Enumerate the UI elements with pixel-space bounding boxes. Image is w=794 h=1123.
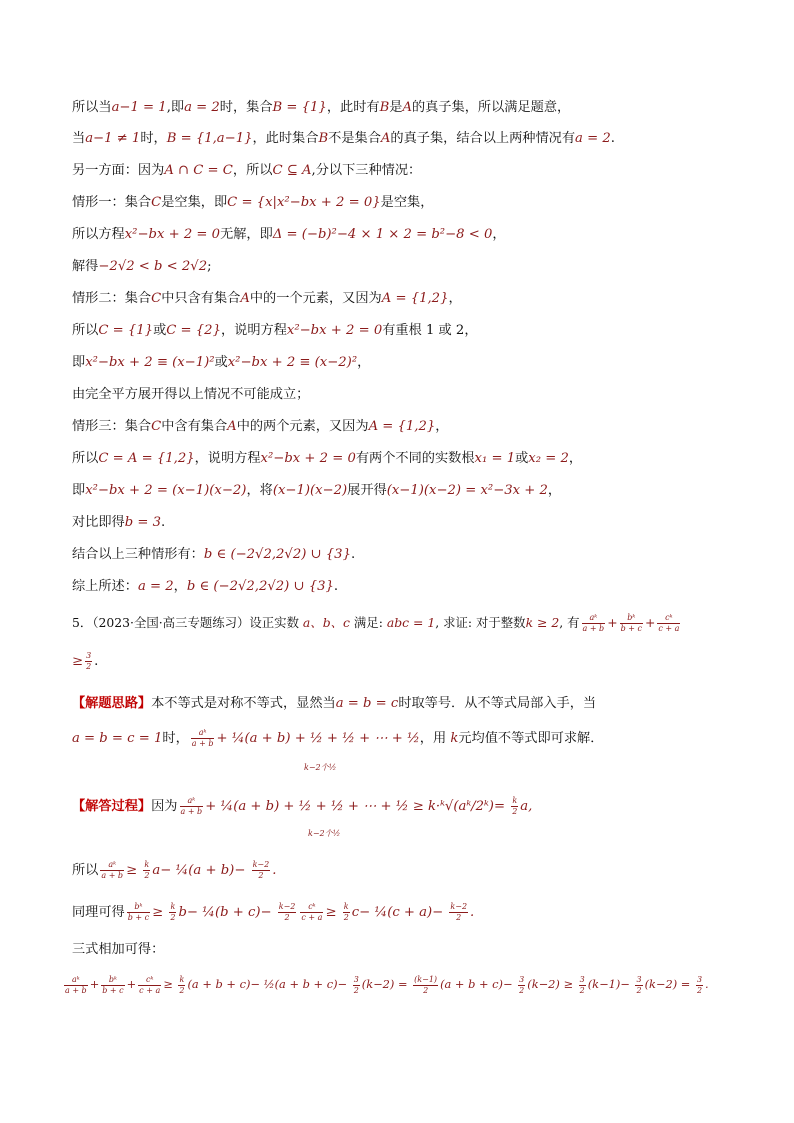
text: 所以 — [72, 863, 99, 878]
text: 所以 — [72, 323, 99, 338]
math-expr: b ∈ (−2√2,2√2) ∪ {3} — [203, 547, 351, 562]
fraction: $\frac{\text{bᵏ}}{b + c}$ — [620, 613, 642, 633]
thinking-line — [72, 694, 596, 714]
math-expr: = — [493, 799, 510, 814]
math-expr: x₁ = 1 — [474, 451, 516, 466]
text: ，说明方程 — [194, 451, 261, 466]
fraction: $\frac{k-2}{2}$ — [278, 902, 296, 922]
fraction: $\frac{\text{bᵏ}}{b + c}$ — [127, 902, 150, 922]
math-expr: B = {1,a−1} — [166, 131, 253, 146]
text: ,即 — [166, 100, 185, 115]
text-line — [72, 321, 478, 341]
fraction: $\frac{\text{cᵏ}}{c + a}$ — [139, 974, 161, 995]
math-expr: ≥ — [72, 654, 84, 669]
text: 中的一个元素，又因为 — [249, 291, 382, 306]
fraction: $\frac{\text{cᵏ}}{c + a}$ — [658, 613, 680, 633]
fraction: $\frac{\text{aᵏ}}{a + b}$ — [191, 728, 214, 748]
math-expr: . — [272, 863, 277, 878]
text-line — [72, 353, 370, 373]
solution-final-line — [62, 974, 709, 996]
text-line — [72, 481, 561, 501]
text: ， — [568, 451, 583, 466]
text: ，将 — [246, 483, 273, 498]
math-expr: + ¼(a + b) + ½ + ½ + ⋯ + ½ ≥ k· — [205, 799, 441, 814]
math-expr: ≥ — [325, 905, 341, 920]
text: 满足: — [349, 615, 387, 630]
text-line — [72, 129, 615, 149]
math-expr: (k−2) ≥ — [527, 977, 577, 991]
math-expr: B — [318, 131, 329, 146]
math-expr: B — [379, 100, 390, 115]
math-expr: C — [151, 195, 162, 210]
text: . — [350, 547, 356, 562]
text: 是空集，即 — [161, 195, 228, 210]
fraction: $\frac{\text{cᵏ}}{c + a}$ — [301, 902, 323, 922]
fraction: $\frac{3}{2}$ — [86, 651, 92, 671]
text: 无解，即 — [220, 227, 273, 242]
text: , 有 — [559, 615, 580, 630]
math-expr: a = b = c — [335, 696, 399, 711]
text: 或 — [515, 451, 529, 466]
math-expr: + ¼(a + b) + ½ + ½ + ⋯ + ½ — [216, 731, 420, 746]
text: 情形二：集合 — [72, 291, 152, 306]
math-expr: A — [402, 100, 412, 115]
fraction: $\frac{k}{2}$ — [144, 860, 150, 880]
math-expr: + — [89, 977, 100, 991]
text: 所以方程 — [72, 227, 125, 242]
text: 另一方面：因为 — [72, 163, 165, 178]
math-expr: C = A = {1,2} — [98, 451, 195, 466]
math-expr: (x−1)(x−2) — [272, 483, 348, 498]
fraction: $\frac{\text{aᵏ}}{a + b}$ — [582, 613, 605, 633]
text: 即 — [72, 483, 86, 498]
text: 设正实数 — [249, 615, 303, 630]
fraction: $\frac{3}{2}$ — [579, 974, 585, 995]
math-expr: . — [705, 977, 709, 991]
text: 是 — [389, 100, 403, 115]
solution-line-2 — [72, 860, 276, 881]
text: 或 — [214, 355, 228, 370]
math-expr: x²−bx + 2 ≡ (x−1)² — [85, 355, 215, 370]
text: ，所以 — [232, 163, 273, 178]
fraction: $\frac{3}{2}$ — [519, 974, 525, 995]
math-expr: B = {1} — [272, 100, 327, 115]
text: ，此时集合 — [252, 131, 319, 146]
text: ，用 — [419, 731, 451, 746]
text: 解得 — [72, 259, 99, 274]
math-expr: C — [151, 291, 162, 306]
text: 三式相加可得： — [72, 942, 165, 957]
math-expr: (x−1)(x−2) = x²−3x + 2 — [386, 483, 548, 498]
text: 的真子集，结合以上两种情况有 — [390, 131, 576, 146]
math-expr: −2√2 < b < 2√2 — [98, 259, 208, 274]
text: ， — [435, 419, 449, 434]
fraction: $\frac{\text{aᵏ}}{a + b}$ — [101, 860, 124, 880]
text: 有两个不同的实数根 — [355, 451, 475, 466]
text-line — [72, 577, 338, 597]
text-line — [72, 289, 462, 309]
solution-line — [72, 796, 532, 817]
math-expr: A — [380, 131, 391, 146]
text-line — [72, 513, 165, 533]
text: ，说明方程 — [220, 323, 287, 338]
text: 中的两个元素，又因为 — [236, 419, 369, 434]
text-line — [72, 385, 309, 405]
text-line — [72, 545, 355, 565]
text: , 求证: 对于整数 — [435, 615, 526, 630]
math-expr: + — [644, 615, 656, 630]
math-expr: C = {1} — [98, 323, 154, 338]
text-line — [72, 161, 421, 181]
text: . — [610, 131, 615, 146]
text-line — [72, 225, 506, 245]
text: 中只含有集合 — [161, 291, 241, 306]
fraction: $\frac{3}{2}$ — [353, 974, 359, 995]
problem-number: 5． — [72, 615, 93, 630]
text: ，此时有 — [326, 100, 380, 115]
text: 对比即得 — [72, 515, 125, 530]
text: 元均值不等式即可求解． — [458, 731, 604, 746]
text: 不是集合 — [328, 131, 381, 146]
text: ; — [207, 259, 212, 274]
math-expr: (a + b + c)− — [440, 977, 517, 991]
math-expr: x²−bx + 2 = 0 — [286, 323, 383, 338]
thinking-tag: 【解题思路】 — [72, 696, 152, 711]
math-expr: b = 3 — [124, 515, 162, 530]
math-expr: a−1 = 1 — [111, 100, 167, 115]
math-expr: abc = 1 — [386, 615, 436, 630]
text-line — [72, 417, 448, 437]
text: 是空集， — [380, 195, 434, 210]
math-expr: ≥ — [126, 863, 142, 878]
text: 情形一：集合 — [72, 195, 152, 210]
math-expr: k ≥ 2 — [525, 615, 560, 630]
text: ,分以下三种情况： — [311, 163, 422, 178]
math-expr: A — [240, 291, 250, 306]
thinking-line-2 — [72, 728, 603, 749]
math-expr: C — [151, 419, 162, 434]
math-expr: C ⊆ A — [272, 163, 312, 178]
text: 时，集合 — [219, 100, 273, 115]
math-expr: A — [227, 419, 237, 434]
text: 结合以上三种情形有： — [72, 547, 204, 562]
text: 所以 — [72, 451, 99, 466]
text: 综上所述： — [72, 579, 138, 594]
text: ， — [357, 355, 371, 370]
text: . — [94, 654, 99, 669]
math-expr: A ∩ C = C — [164, 163, 233, 178]
text: ， — [448, 291, 462, 306]
math-expr: + — [126, 977, 137, 991]
fraction: $\frac{k-2}{2}$ — [252, 860, 270, 880]
math-expr: a− ¼(a + b)− — [152, 863, 250, 878]
math-expr: (k−1)− — [587, 977, 634, 991]
text: 当 — [72, 131, 86, 146]
math-expr: . — [470, 905, 475, 920]
math-expr: a, — [520, 799, 533, 814]
math-expr: a = 2 — [137, 579, 174, 594]
math-expr: A = {1,2} — [368, 419, 436, 434]
fraction: $\frac{k}{2}$ — [343, 902, 349, 922]
math-expr: C = {2} — [166, 323, 221, 338]
math-expr: x₂ = 2 — [528, 451, 569, 466]
text: ， — [173, 579, 187, 594]
text: 同理可得 — [72, 905, 125, 920]
solution-line-4 — [72, 940, 164, 960]
underbrace-label: k−2个½ — [304, 763, 337, 772]
math-expr: ᵏ√(aᵏ/2ᵏ) — [440, 799, 494, 814]
fraction: $\frac{k}{2}$ — [512, 796, 518, 816]
math-expr: a = 2 — [575, 131, 611, 146]
math-expr: (a + b + c)− ½(a + b + c)− — [187, 977, 351, 991]
math-expr: a = 2 — [184, 100, 220, 115]
fraction: $\frac{(k-1)}{2}$ — [414, 974, 438, 995]
math-expr: + — [607, 615, 618, 630]
fraction: $\frac{3}{2}$ — [696, 974, 703, 995]
text: 中含有集合 — [161, 419, 228, 434]
fraction: $\frac{\text{bᵏ}}{b + c}$ — [102, 974, 124, 995]
text-line — [72, 98, 570, 118]
math-expr: x²−bx + 2 = (x−1)(x−2) — [85, 483, 247, 498]
problem-statement-cont — [72, 651, 98, 672]
fraction: $\frac{k}{2}$ — [179, 974, 185, 995]
problem-statement — [72, 613, 682, 634]
math-expr: a、b、c — [302, 615, 350, 630]
underbrace-label: k−2个½ — [308, 829, 341, 838]
text-line — [72, 449, 582, 469]
text: 即 — [72, 355, 86, 370]
fraction: $\frac{k-2}{2}$ — [450, 902, 468, 922]
math-expr: x²−bx + 2 = 0 — [260, 451, 356, 466]
problem-source: （2023·全国·高三专题练习） — [92, 615, 250, 630]
math-expr: (k−2) = — [644, 977, 694, 991]
fraction: $\frac{\text{aᵏ}}{a + b}$ — [180, 796, 203, 816]
text: ， — [492, 227, 506, 242]
fraction: $\frac{\text{aᵏ}}{a + b}$ — [65, 974, 87, 995]
text-line — [72, 257, 212, 277]
text: 有重根 1 或 2， — [382, 323, 478, 338]
text: 或 — [153, 323, 167, 338]
text: 展开得 — [347, 483, 387, 498]
math-expr: ≥ — [152, 905, 168, 920]
text: 的真子集，所以满足题意， — [412, 100, 571, 115]
math-expr: x²−bx + 2 ≡ (x−2)² — [227, 355, 358, 370]
math-expr: (k−2) = — [361, 977, 412, 991]
text: 因为 — [151, 799, 178, 814]
math-expr: x²−bx + 2 = 0 — [124, 227, 221, 242]
text: 时， — [140, 131, 167, 146]
text: 本不等式是对称不等式，显然当 — [151, 696, 336, 711]
math-expr: a = b = c = 1 — [72, 731, 163, 746]
math-expr: a−1 ≠ 1 — [85, 131, 141, 146]
solution-tag: 【解答过程】 — [72, 799, 152, 814]
math-expr: ≥ — [163, 977, 177, 991]
text: 时取等号．从不等式局部入手，当 — [398, 696, 597, 711]
math-expr: c− ¼(c + a)− — [351, 905, 448, 920]
math-expr: C = {x|x²−bx + 2 = 0} — [227, 195, 381, 210]
fraction: $\frac{k}{2}$ — [170, 902, 176, 922]
text: ， — [547, 483, 562, 498]
text: 时， — [162, 731, 189, 746]
fraction: $\frac{3}{2}$ — [636, 974, 642, 995]
text: 由完全平方展开得以上情况不可能成立； — [72, 387, 310, 402]
math-expr: b ∈ (−2√2,2√2) ∪ {3} — [186, 579, 334, 594]
text: 情形三：集合 — [72, 419, 152, 434]
text: 所以当 — [72, 100, 112, 115]
solution-line-3 — [72, 902, 474, 923]
math-expr: b− ¼(b + c)− — [178, 905, 276, 920]
text-line — [72, 193, 433, 213]
math-expr: Δ = (−b)²−4 × 1 × 2 = b²−8 < 0 — [272, 227, 493, 242]
math-expr: k — [450, 731, 459, 746]
text: . — [161, 515, 166, 530]
text: . — [333, 579, 339, 594]
math-expr: A = {1,2} — [381, 291, 449, 306]
